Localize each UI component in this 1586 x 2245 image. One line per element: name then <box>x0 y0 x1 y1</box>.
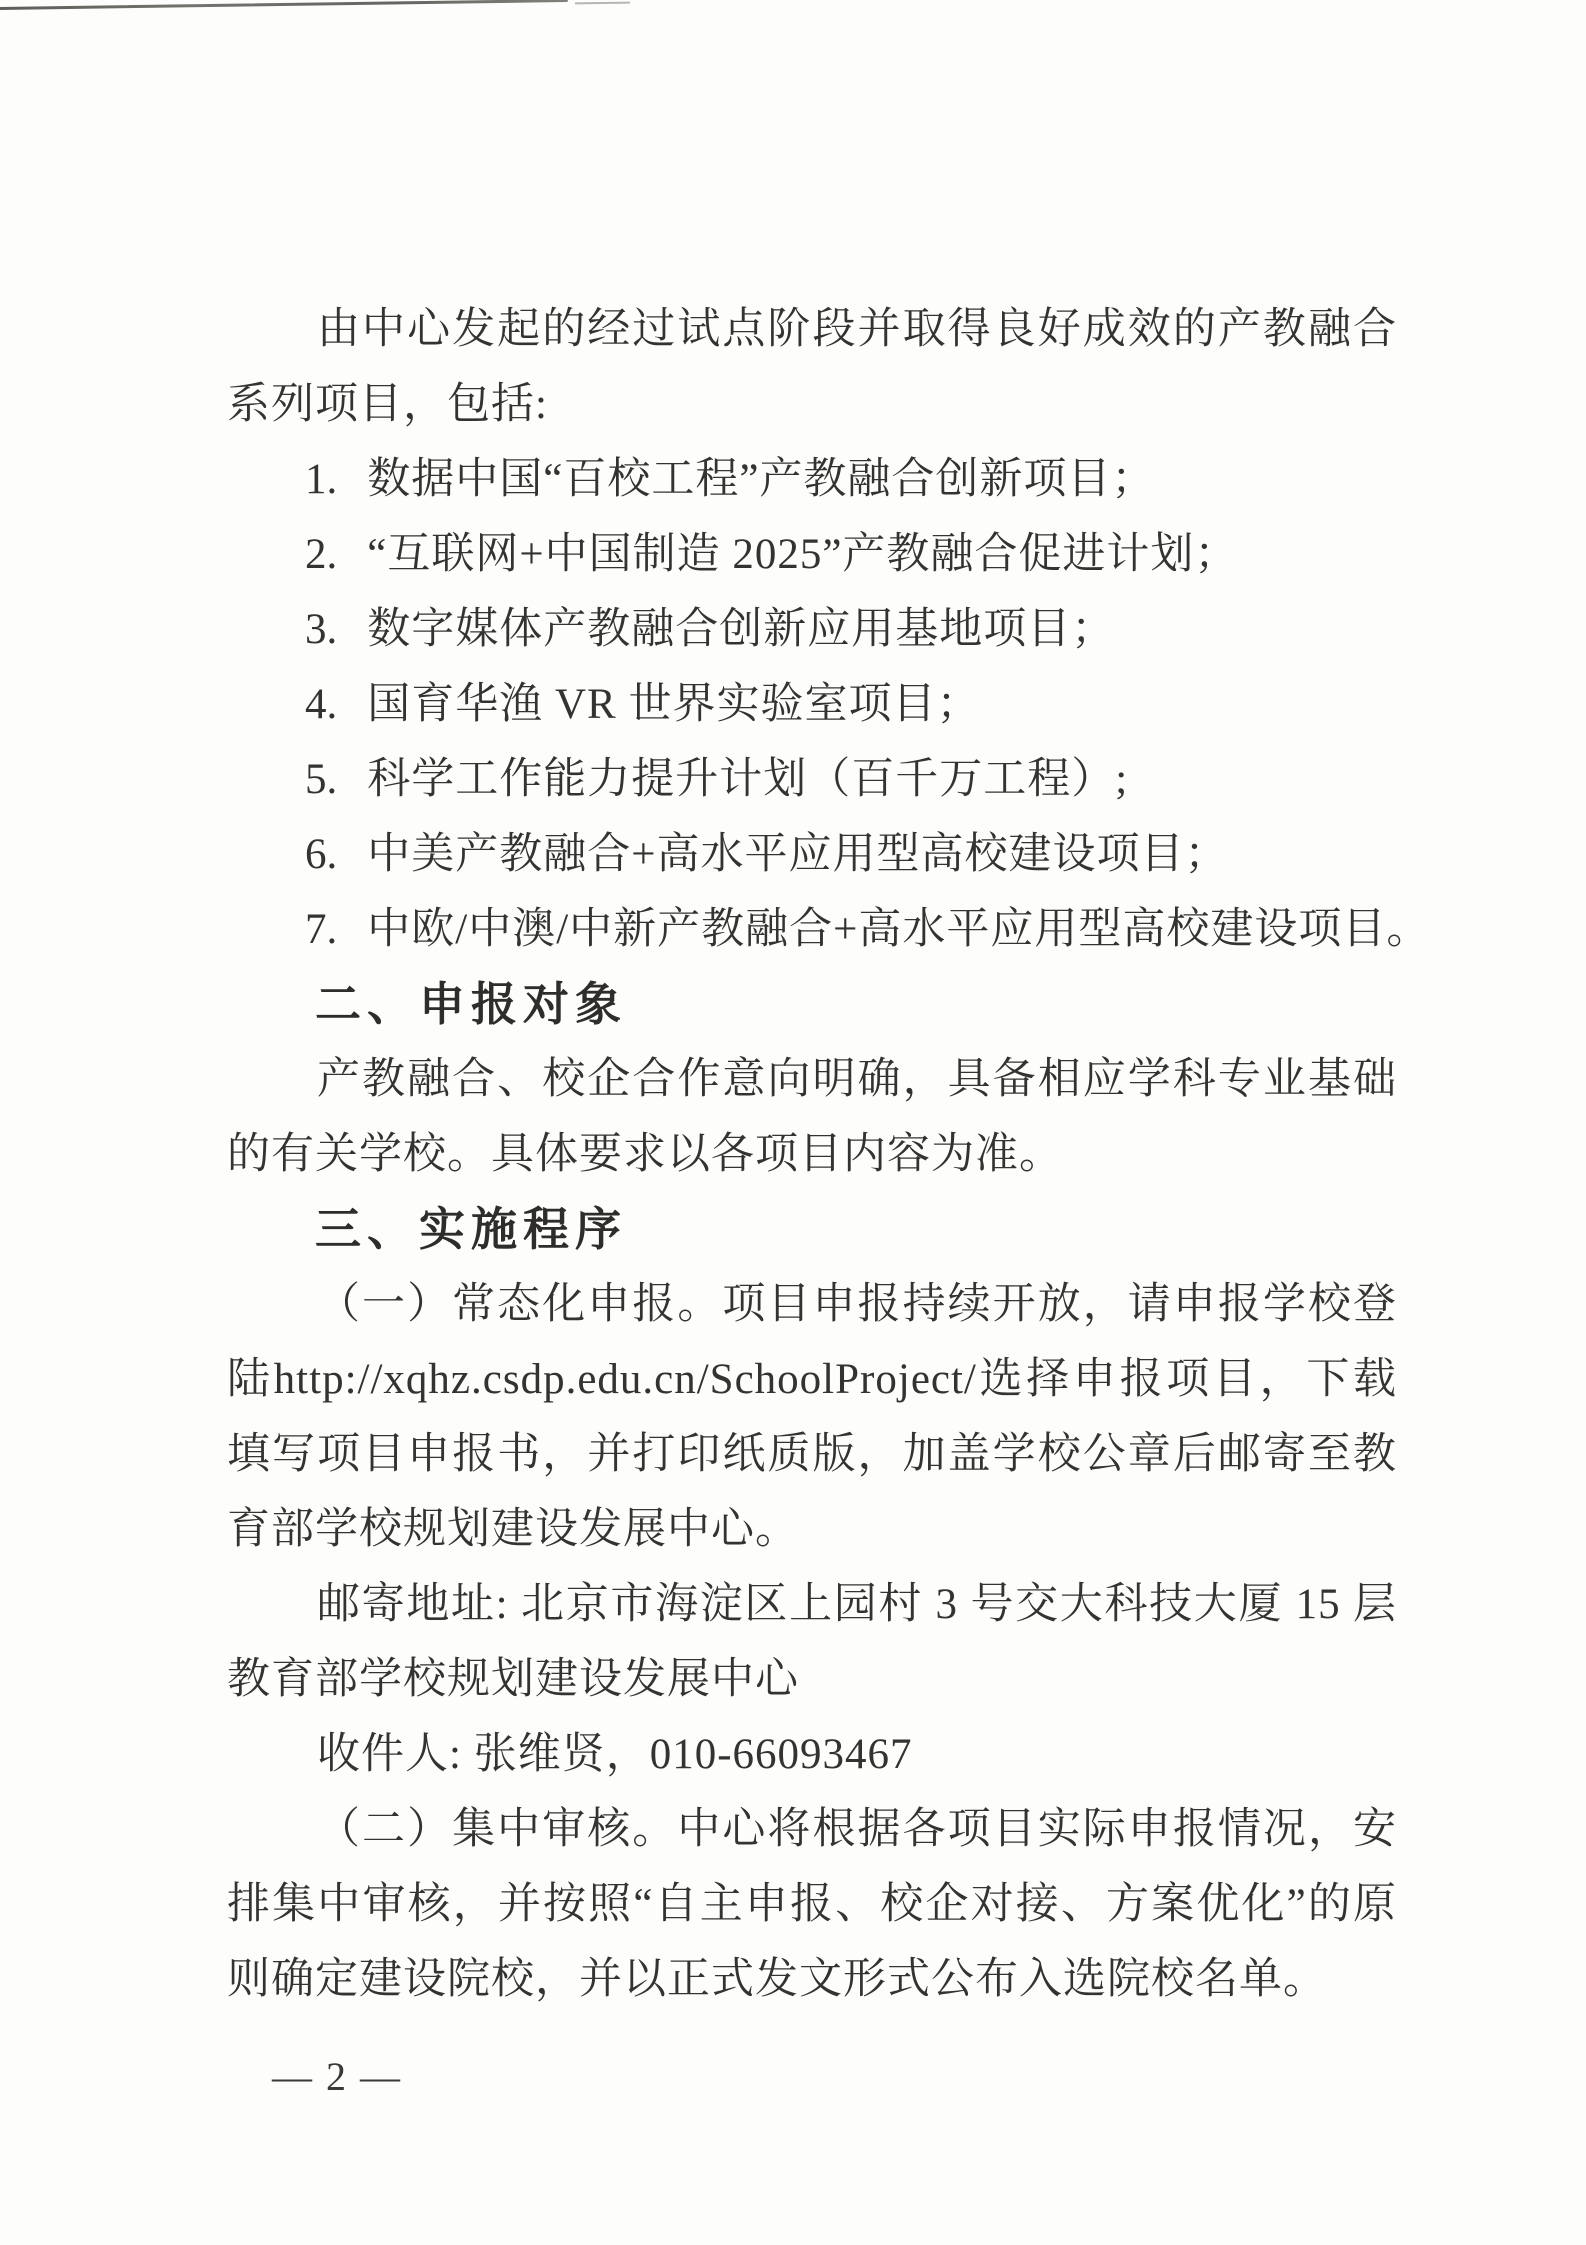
scan-speck-artifact <box>575 2 630 5</box>
project-list-item-6 <box>227 817 1397 892</box>
list-item-number: 7. <box>305 906 338 953</box>
project-list-item-7 <box>227 892 1431 967</box>
recipient-paragraph: 收件人: 张维贤，010-66093467 <box>317 1731 913 1778</box>
project-list-item-5 <box>227 742 1397 817</box>
scan-line-artifact <box>0 0 568 10</box>
page-footer <box>272 2052 402 2102</box>
list-item-number: 2. <box>305 531 338 578</box>
document-body <box>227 292 1431 2017</box>
list-item-text: 国育华渔 VR 世界实验室项目； <box>367 681 981 728</box>
list-item-number: 5. <box>305 756 338 803</box>
list-item-text: “互联网+中国制造 2025”产教融合促进计划； <box>367 531 1239 578</box>
list-item-text: 数据中国“百校工程”产教融合创新项目； <box>367 456 1156 503</box>
section-2-heading: 二、申报对象 <box>315 977 627 1031</box>
section-3-heading: 三、实施程序 <box>315 1202 627 1256</box>
intro-paragraph: 由中心发起的经过试点阶段并取得良好成效的产教融合系列项目，包括: <box>227 306 1397 428</box>
list-item-number: 3. <box>305 606 338 653</box>
list-item-text: 中欧/中澳/中新产教融合+高水平应用型高校建设项目。 <box>367 906 1431 953</box>
list-item-number: 6. <box>305 831 338 878</box>
list-item-number: 4. <box>305 681 338 728</box>
list-item-text: 中美产教融合+高水平应用型高校建设项目； <box>367 831 1229 878</box>
list-item-text: 数字媒体产教融合创新应用基地项目； <box>367 606 1116 653</box>
project-list-item-2 <box>227 517 1397 592</box>
list-item-text: 科学工作能力提升计划（百千万工程）; <box>367 756 1129 803</box>
section-2-paragraph: 产教融合、校企合作意向明确，具备相应学科专业基础的有关学校。具体要求以各项目内容为准。 <box>227 1056 1397 1178</box>
project-list-item-3 <box>227 592 1397 667</box>
list-item-number: 1. <box>305 456 338 503</box>
section-3-paragraph-2: （二）集中审核。中心将根据各项目实际申报情况，安排集中审核，并按照“自主申报、校企对接、方案优化”的原则确定建设院校，并以正式发文形式公布入选院校名单。 <box>227 1806 1397 2003</box>
mailing-address-paragraph: 邮寄地址: 北京市海淀区上园村 3 号交大科技大厦 15 层教育部学校规划建设发展中心 <box>227 1581 1397 1703</box>
page-number: — 2 — <box>272 2054 402 2099</box>
section-3-paragraph-1: （一）常态化申报。项目申报持续开放，请申报学校登陆http://xqhz.csdp.edu.cn/SchoolProject/选择申报项目，下载填写项目申报书，并打印纸质版，加盖学校公章后邮寄至教育部学校规划建设发展中心。 <box>227 1281 1397 1553</box>
project-list-item-1 <box>227 442 1397 517</box>
project-list-item-4 <box>227 667 1397 742</box>
